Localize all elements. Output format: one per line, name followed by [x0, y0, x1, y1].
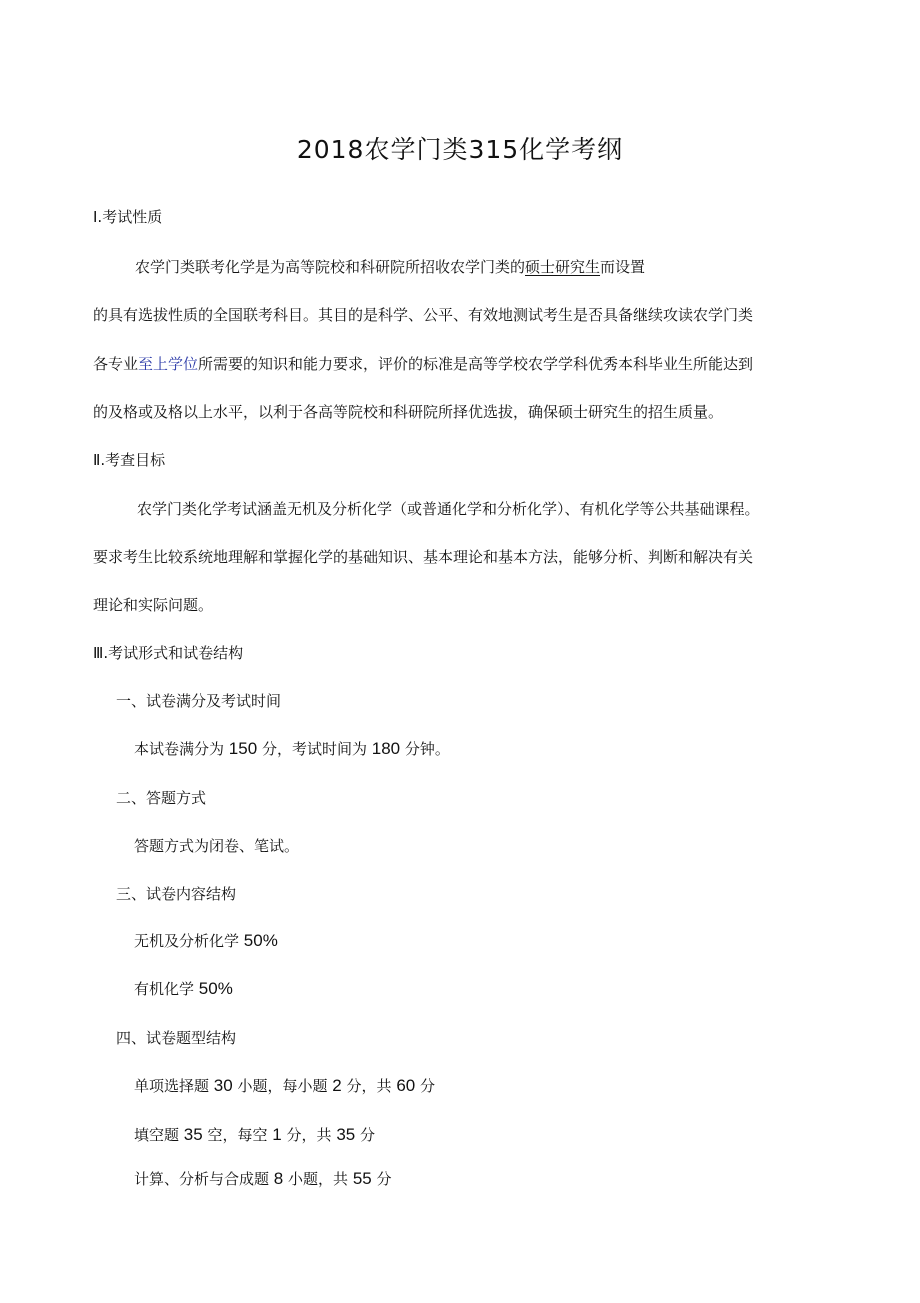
subsection-heading: 二、答题方式: [116, 789, 207, 807]
question-type-item: [134, 1168, 392, 1189]
content-item: [134, 930, 278, 951]
text-span: 填空题: [134, 1126, 180, 1144]
question-type-item: [134, 1075, 435, 1096]
number: 2: [332, 1076, 342, 1095]
score-value: 150: [228, 739, 258, 758]
section-heading-format: Ⅲ.考试形式和试卷结构: [93, 644, 244, 662]
content-label: 有机化学: [134, 980, 195, 998]
exam-score-time: [134, 738, 450, 759]
text-span: 空，每空: [207, 1126, 268, 1144]
content-percent: 50%: [243, 931, 278, 950]
text-span: 小题，每小题: [237, 1077, 328, 1095]
text-span: 农学门类联考化学是为高等院校和科研院所招收农学门类的: [135, 258, 526, 276]
number: 8: [273, 1169, 284, 1188]
text-span: 本试卷满分为: [134, 740, 225, 758]
question-type-item: [134, 1124, 375, 1145]
section-heading-nature: Ⅰ.考试性质: [93, 208, 163, 226]
paragraph-line: 要求考生比较系统地理解和掌握化学的基础知识、基本理论和基本方法，能够分析、判断和解决有关: [93, 548, 754, 566]
content-percent: 50%: [198, 979, 233, 998]
answer-method: 答题方式为闭卷、笔试。: [134, 837, 300, 855]
text-span: 分，考试时间为: [261, 740, 367, 758]
text-span: 各专业: [93, 355, 139, 373]
subsection-heading: 三、试卷内容结构: [116, 885, 237, 903]
link-degree[interactable]: 至上学位: [138, 355, 199, 373]
paragraph-line: 的及格或及格以上水平，以利于各高等院校和科研院所择优选拔，确保硕士研究生的招生质量。: [93, 403, 724, 421]
number: 60: [396, 1076, 416, 1095]
minutes-value: 180: [371, 739, 401, 758]
number: 30: [213, 1076, 233, 1095]
paragraph-line: [93, 353, 753, 374]
paragraph-line: 农学门类化学考试涵盖无机及分析化学（或普通化学和分析化学）、有机化学等公共基础课程。: [137, 500, 760, 518]
content-item: [134, 978, 233, 999]
text-span: 小题，共: [288, 1170, 349, 1188]
section-heading-objectives: Ⅱ.考查目标: [93, 451, 166, 469]
text-span: 分，共: [286, 1126, 332, 1144]
page-title: 2018农学门类315化学考纲: [296, 135, 624, 164]
number: 55: [352, 1169, 372, 1188]
text-span: 单项选择题: [134, 1077, 210, 1095]
paragraph-line: 的具有选拔性质的全国联考科目。其目的是科学、公平、有效地测试考生是否具备继续攻读农学门类: [93, 306, 754, 324]
text-span: 分，共: [346, 1077, 392, 1095]
subsection-heading: 四、试卷题型结构: [116, 1029, 237, 1047]
paragraph-line: 理论和实际问题。: [93, 596, 214, 614]
subsection-heading: 一、试卷满分及考试时间: [116, 692, 282, 710]
content-label: 无机及分析化学: [134, 932, 240, 950]
number: 1: [272, 1125, 282, 1144]
number: 35: [336, 1125, 356, 1144]
text-span: 分: [360, 1126, 376, 1144]
text-span: 分: [376, 1170, 392, 1188]
text-span: 而设置: [600, 258, 646, 276]
link-master-student[interactable]: 硕士研究生: [525, 258, 601, 276]
paragraph-line: [135, 256, 645, 277]
text-span: 所需要的知识和能力要求，评价的标准是高等学校农学学科优秀本科毕业生所能达到: [198, 355, 754, 373]
text-span: 分钟。: [404, 740, 450, 758]
number: 35: [183, 1125, 203, 1144]
text-span: 计算、分析与合成题: [134, 1170, 270, 1188]
text-span: 分: [420, 1077, 436, 1095]
